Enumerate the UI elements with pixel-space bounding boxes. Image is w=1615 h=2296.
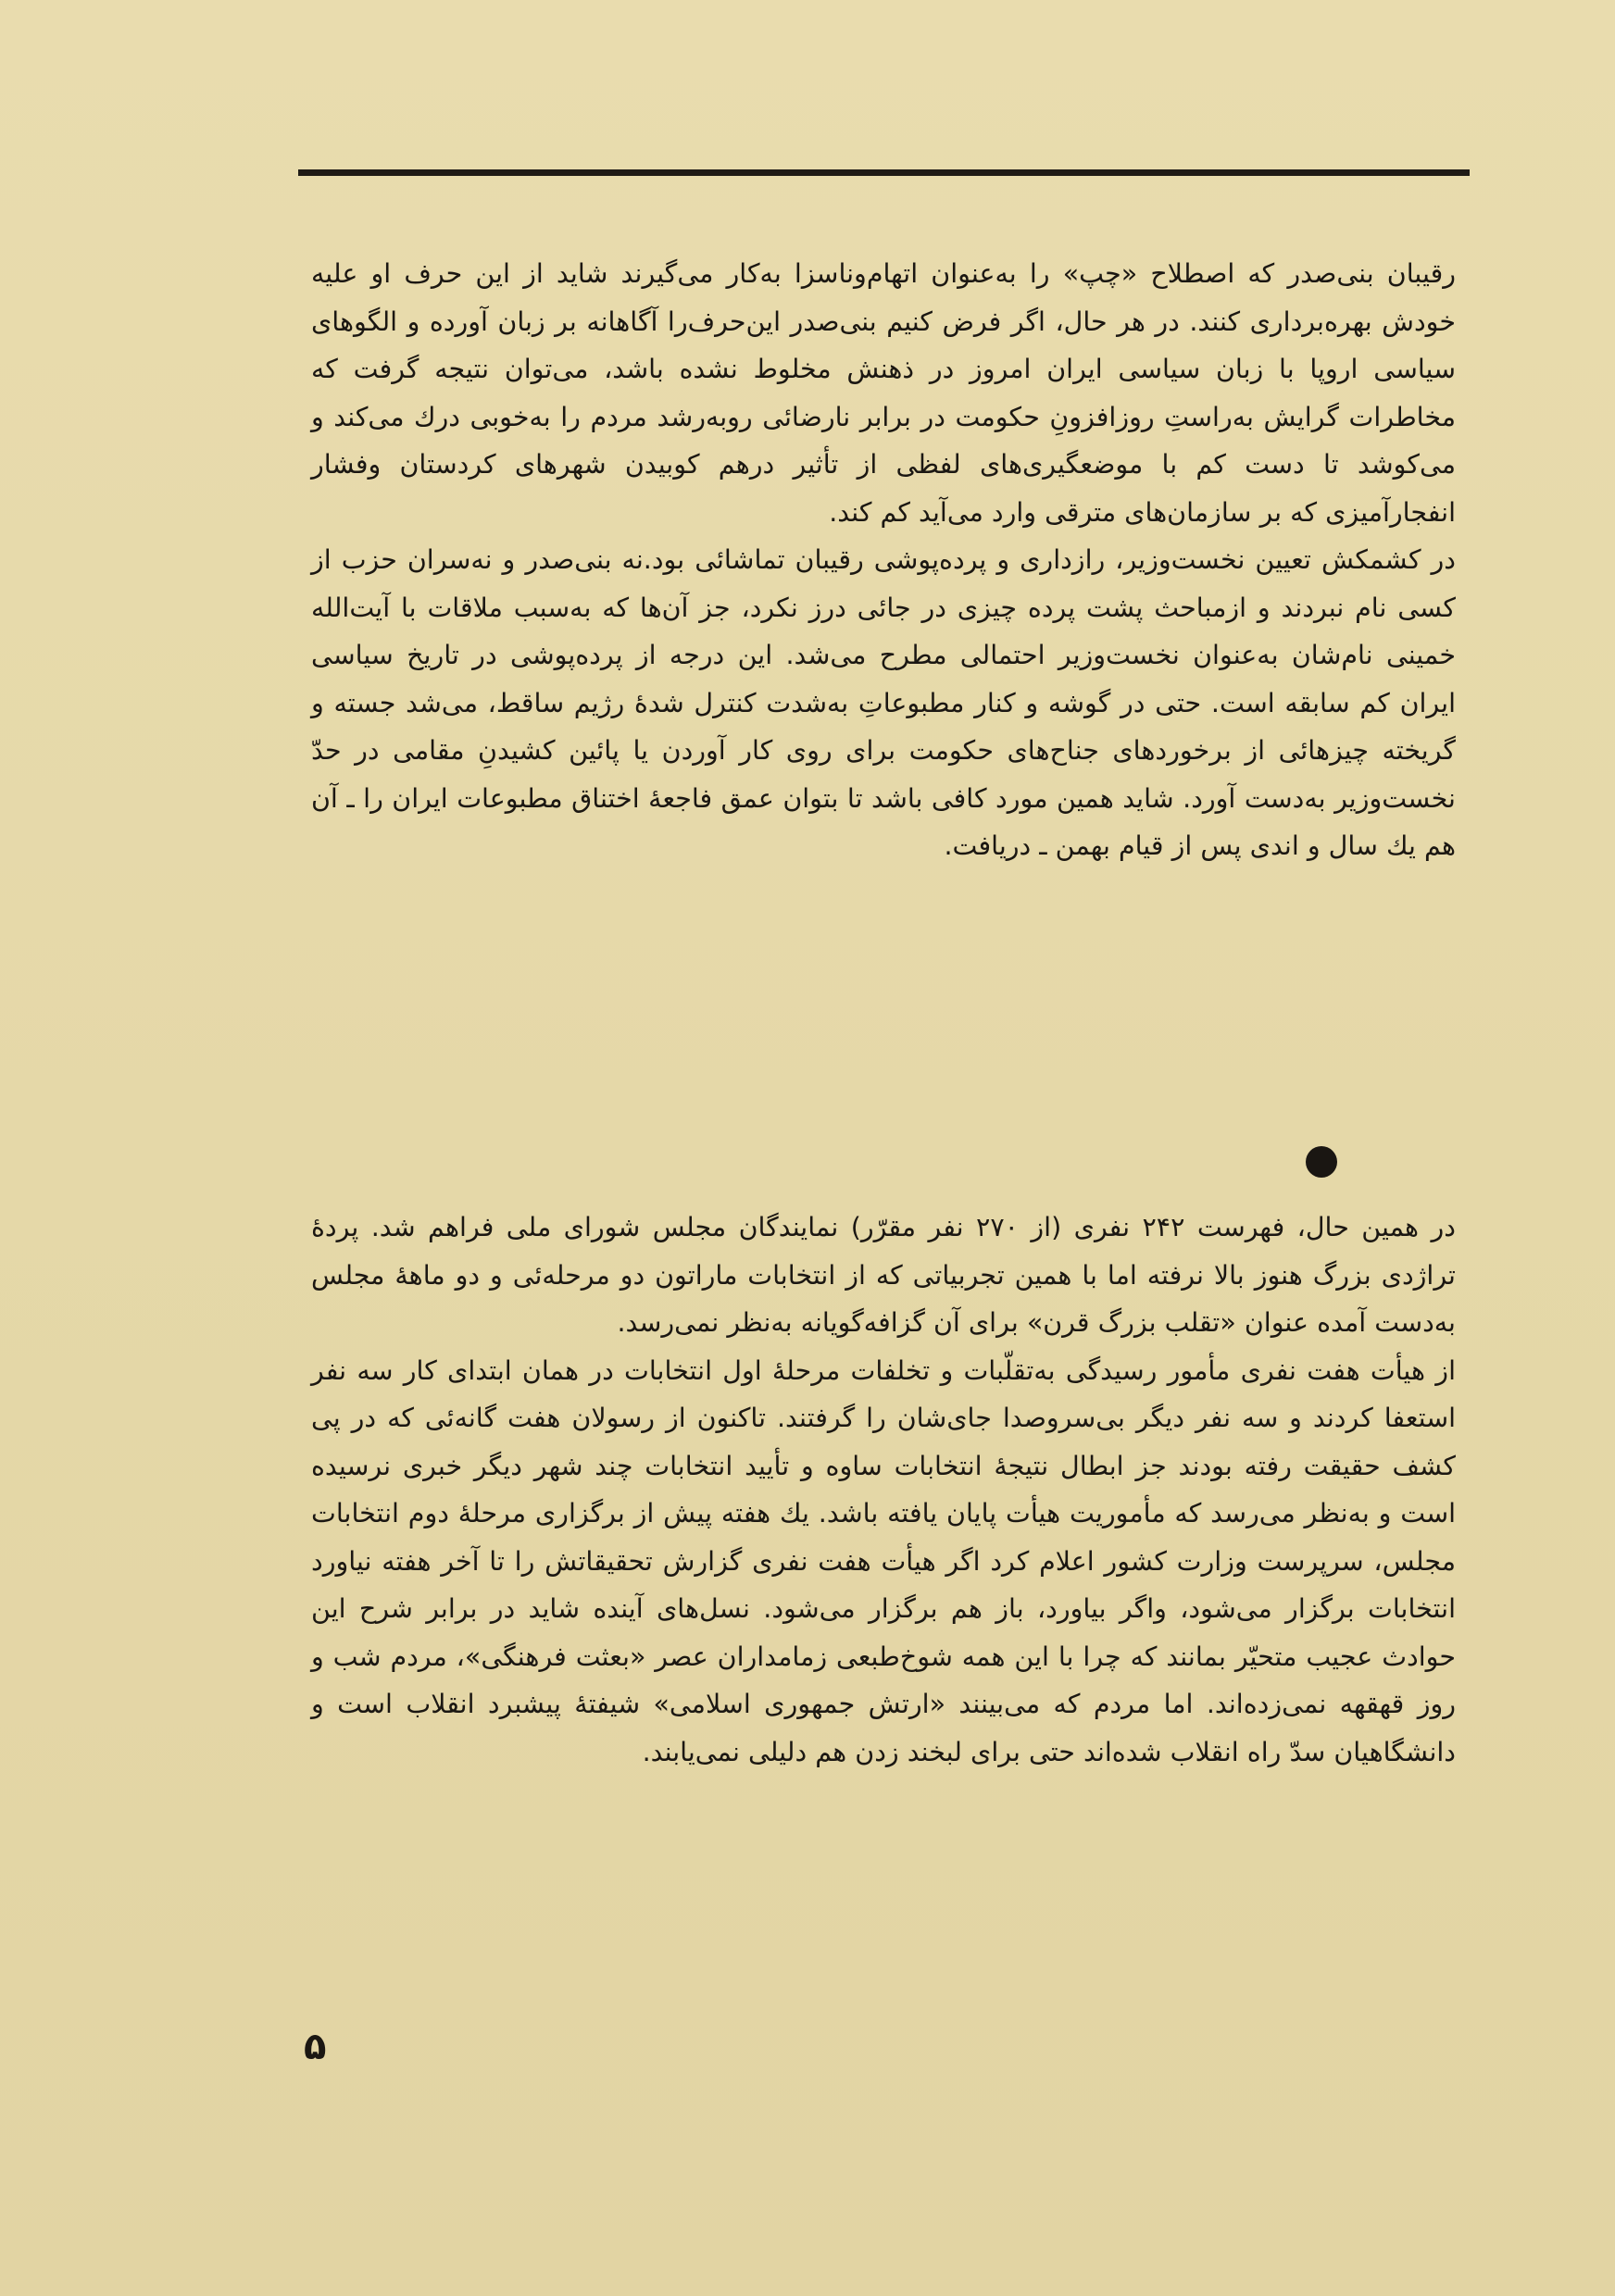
paragraph-2: در کشمکش تعیین نخست‌وزیر، رازداری و پرده‌پوشی رقیبان تماشائی بود.نه بنی‌صدر و نه‌سران حزب از کسی نام نبردند و ازمباحث پشت پرده چیزی در جائی درز نکرد، جز آن‌ها که به‌سبب ملاقات با آیت‌الله خمینی نام‌شان به‌عنوان نخست‌وزیر احتمالی مطرح می‌شد. این درجه از پرده‌پوشی در تاریخ سیاسی ایران کم سابقه است. حتی در گوشه و کنار مطبوعاتِ به‌شدت کنترل شدهٔ رژیم ساقط، می‌شد جسته و گریخته چیزهائی از برخوردهای جناح‌های حکومت برای روی کار آوردن یا پائین کشیدنِ مقامی در حدّ نخست‌وزیر به‌دست آورد. شاید همین مورد کافی باشد تا بتوان عمق فاجعهٔ اختناق مطبوعات ایران را ـ آن هم یك سال و اندی پس از قیام بهمن ـ دریافت. <box>311 544 1456 861</box>
body-text-bottom <box>311 1204 1456 1776</box>
page-number: ۵ <box>304 2026 327 2068</box>
header-rule <box>298 169 1470 176</box>
body-text-top <box>311 250 1456 870</box>
section-bullet-icon <box>1306 1146 1337 1178</box>
paragraph-3: در همین حال، فهرست ۲۴۲ نفری (از ۲۷۰ نفر مقرّر) نمایندگان مجلس شورای ملی فراهم شد. پردهٔ تراژدی بزرگ هنوز بالا نرفته اما با همین تجربیاتی که از انتخابات ماراتون دو مرحله‌ئی و دو ماههٔ مجلس به‌دست آمده عنوان «تقلب بزرگ قرن» برای آن گزافه‌گویانه به‌نظر نمی‌رسد. <box>311 1212 1456 1338</box>
paragraph-4: از هیأت هفت نفری مأمور رسیدگی به‌تقلّبات و تخلفات مرحلهٔ اول انتخابات در همان ابتدای کار سه نفر استعفا کردند و سه نفر دیگر بی‌سروصدا جای‌شان را گرفتند. تاکنون از رسولان هفت گانه‌ئی که در پی کشف حقیقت رفته بودند جز ابطال نتیجهٔ انتخابات ساوه و تأیید انتخابات چند شهر دیگر خبری نرسیده است و به‌نظر می‌رسد که مأموریت هیأت پایان یافته باشد. یك هفته پیش از برگزاری مرحلهٔ دوم انتخابات مجلس، سرپرست وزارت کشور اعلام کرد اگر هیأت هفت نفری گزارش تحقیقاتش را تا آخر هفته نیاورد انتخابات برگزار می‌شود، واگر بیاورد، باز هم برگزار می‌شود. نسل‌های آینده شاید در برابر شرح این حوادث عجیب متحیّر بمانند که چرا با این همه شوخ‌طبعی زمامداران عصر «بعثت فرهنگی»، مردم شب و روز قهقهه نمی‌زده‌اند. اما مردم که می‌بینند «ارتش جمهوری اسلامی» شیفتهٔ پیشبرد انقلاب است و دانشگاهیان سدّ راه انقلاب شده‌اند حتی برای لبخند زدن هم دلیلی نمی‌یابند. <box>311 1354 1456 1767</box>
paragraph-1: رقیبان بنی‌صدر که اصطلاح «چپ» را به‌عنوان اتهام‌وناسزا به‌کار می‌گیرند شاید از این حرف او علیه خودش بهره‌برداری کنند. در هر حال، اگر فرض کنیم بنی‌صدر این‌حرف‌را آگاهانه بر زبان آورده و الگوهای سیاسی اروپا با زبان سیاسی ایران امروز در ذهنش مخلوط نشده باشد، می‌توان نتیجه گرفت که مخاطرات گرایش به‌راستِ روزافزونِ حکومت در برابر نارضائی روبه‌رشد مردم را به‌خوبی درك می‌کند و می‌کوشد تا دست کم با موضعگیری‌های لفظی از تأثیر درهم کوبیدن شهرهای کردستان وفشار انفجارآمیزی که بر سازمان‌های مترقی وارد می‌آید کم کند. <box>311 258 1456 528</box>
